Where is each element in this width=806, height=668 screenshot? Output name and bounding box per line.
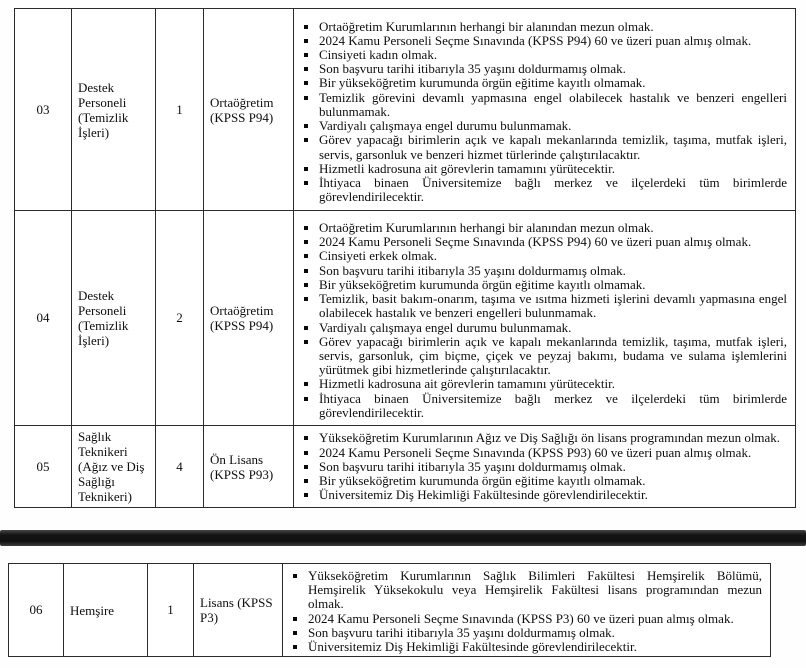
requirements-list xyxy=(291,569,762,654)
bullet-square-icon xyxy=(293,631,297,635)
bullet-square-icon xyxy=(293,574,297,578)
requirement-item xyxy=(302,278,787,292)
requirements-cell xyxy=(283,564,771,657)
requirement-text: Temizlik, basit bakım-onarım, taşıma ve ısıtma hizmeti işlerini devamlı yapmasına engel olabilecek hastalık ve benzeri engelleri bulunmamak. xyxy=(319,291,787,321)
requirement-text: 2024 Kamu Personeli Seçme Sınavında (KPSS P93) 60 ve üzeri puan almış olmak. xyxy=(319,444,752,460)
bullet-square-icon xyxy=(304,138,308,142)
bullet-square-icon xyxy=(304,382,308,386)
row-number-cell: 06 xyxy=(9,564,64,657)
requirement-item xyxy=(302,335,787,378)
bullet-square-icon xyxy=(304,124,308,128)
bullet-square-icon xyxy=(304,283,308,287)
requirement-item xyxy=(302,162,787,176)
requirement-item xyxy=(302,488,787,502)
requirement-item xyxy=(302,221,787,235)
requirement-item xyxy=(302,446,787,460)
table-row xyxy=(15,9,796,211)
bullet-square-icon xyxy=(304,67,308,71)
table-row xyxy=(9,564,771,657)
requirement-item xyxy=(302,176,787,204)
requirement-item xyxy=(291,640,762,654)
requirement-text: Son başvuru tarihi itibarıyla 35 yaşını doldurmamış olmak. xyxy=(319,262,626,278)
requirement-item xyxy=(302,76,787,90)
bullet-square-icon xyxy=(304,493,308,497)
requirement-text: 2024 Kamu Personeli Seçme Sınavında (KPSS P94) 60 ve üzeri puan almış olmak. xyxy=(319,32,752,48)
requirement-text: 2024 Kamu Personeli Seçme Sınavında (KPSS P3) 60 ve üzeri puan almış olmak. xyxy=(308,610,734,626)
requirement-text: İhtiyaca binaen Üniversitemize bağlı merkez ve ilçelerdeki tüm birimlerde görevlendirilecektir. xyxy=(319,390,787,420)
bullet-square-icon xyxy=(304,226,308,230)
bullet-square-icon xyxy=(304,181,308,185)
requirements-cell xyxy=(294,9,796,211)
bullet-square-icon xyxy=(304,451,308,455)
requirement-item xyxy=(291,612,762,626)
requirement-text: Son başvuru tarihi itibarıyla 35 yaşını doldurmamış olmak. xyxy=(319,61,626,77)
positions-table-lower xyxy=(8,563,771,657)
requirement-item xyxy=(302,321,787,335)
bullet-square-icon xyxy=(293,617,297,621)
bullet-square-icon xyxy=(304,269,308,273)
education-cell: Ortaöğretim (KPSS P94) xyxy=(204,9,294,211)
bullet-square-icon xyxy=(304,167,308,171)
requirement-item xyxy=(302,392,787,420)
requirement-text: Bir yükseköğretim kurumunda örgün eğitime kayıtlı olmamak. xyxy=(319,75,646,91)
requirement-item xyxy=(291,626,762,640)
requirement-item xyxy=(302,264,787,278)
table-row xyxy=(15,426,796,508)
requirement-text: 2024 Kamu Personeli Seçme Sınavında (KPSS P94) 60 ve üzeri puan almış olmak. xyxy=(319,234,752,250)
bullet-square-icon xyxy=(304,465,308,469)
requirement-item xyxy=(302,474,787,488)
requirements-list xyxy=(302,20,787,205)
requirement-text: Vardiyalı çalışmaya engel durumu bulunmamak. xyxy=(319,319,572,335)
row-number-cell: 05 xyxy=(15,426,72,508)
requirement-text: Cinsiyeti erkek olmak. xyxy=(319,248,438,264)
requirement-item xyxy=(302,119,787,133)
quota-cell: 2 xyxy=(156,211,204,426)
bullet-square-icon xyxy=(304,326,308,330)
requirements-list xyxy=(302,431,787,502)
requirement-item xyxy=(302,235,787,249)
requirement-item xyxy=(302,91,787,119)
requirement-text: Son başvuru tarihi itibarıyla 35 yaşını doldurmamış olmak. xyxy=(308,624,615,640)
requirement-item xyxy=(302,34,787,48)
bullet-square-icon xyxy=(304,96,308,100)
requirement-item xyxy=(302,249,787,263)
education-cell: Ortaöğretim (KPSS P94) xyxy=(204,211,294,426)
quota-cell: 4 xyxy=(156,426,204,508)
requirement-item xyxy=(302,292,787,320)
requirement-text: Hizmetli kadrosuna ait görevlerin tamamını yürütecektir. xyxy=(319,160,616,176)
row-number-cell: 04 xyxy=(15,211,72,426)
requirement-text: Üniversitemiz Diş Hekimliği Fakültesinde görevlendirilecektir. xyxy=(308,639,637,655)
bullet-square-icon xyxy=(304,39,308,43)
requirement-text: Görev yapacağı birimlerin açık ve kapalı mekanlarında temizlik, taşıma, mutfak işleri, servis, garsonluk, çim biçme, çiçek ve peyzaj bakımı, budama ve sulama işlemlerini yürütmek gibi hizmetlerinde çalıştırılacaktır. xyxy=(319,333,787,378)
bullet-square-icon xyxy=(304,240,308,244)
bullet-square-icon xyxy=(304,340,308,344)
requirements-cell xyxy=(294,426,796,508)
row-number-cell: 03 xyxy=(15,9,72,211)
requirement-text: Son başvuru tarihi itibarıyla 35 yaşını doldurmamış olmak. xyxy=(319,458,626,474)
requirement-text: Cinsiyeti kadın olmak. xyxy=(319,47,438,63)
bullet-square-icon xyxy=(304,436,308,440)
bullet-square-icon xyxy=(304,397,308,401)
requirement-text: Üniversitemiz Diş Hekimliği Fakültesinde görevlendirilecektir. xyxy=(319,487,648,503)
position-title-cell: Destek Personeli (Temizlik İşleri) xyxy=(72,211,156,426)
requirement-item xyxy=(291,569,762,612)
education-cell: Lisans (KPSS P3) xyxy=(194,564,283,657)
bullet-square-icon xyxy=(304,25,308,29)
requirement-item xyxy=(302,20,787,34)
quota-cell: 1 xyxy=(156,9,204,211)
requirement-item xyxy=(302,133,787,161)
bullet-square-icon xyxy=(304,81,308,85)
requirement-text: İhtiyaca binaen Üniversitemize bağlı merkez ve ilçelerdeki tüm birimlerde görevlendirilecektir. xyxy=(319,174,787,205)
requirement-text: Görev yapacağı birimlerin açık ve kapalı mekanlarında temizlik, taşıma, mutfak işleri, servis, garsonluk ve benzeri hizmet türlerinde çalıştırılacaktır. xyxy=(319,132,787,162)
requirements-list xyxy=(302,221,787,420)
education-cell: Ön Lisans (KPSS P93) xyxy=(204,426,294,508)
requirement-text: Ortaöğretim Kurumlarının herhangi bir alanından mezun olmak. xyxy=(319,18,654,34)
requirement-text: Yükseköğretim Kurumlarının Sağlık Bilimleri Fakültesi Hemşirelik Bölümü, Hemşirelik Yüksekokulu veya Hemşirelik Fakültesi lisans programından mezun olmak. xyxy=(308,568,762,612)
section-divider-bar xyxy=(0,530,806,546)
requirement-text: Bir yükseköğretim kurumunda örgün eğitime kayıtlı olmamak. xyxy=(319,276,646,292)
requirement-text: Temizlik görevini devamlı yapmasına engel olabilecek hastalık ve benzeri engelleri bulunmamak. xyxy=(319,89,787,119)
bullet-square-icon xyxy=(304,254,308,258)
quota-cell: 1 xyxy=(148,564,194,657)
table-row xyxy=(15,211,796,426)
bullet-square-icon xyxy=(293,645,297,649)
requirement-item xyxy=(302,460,787,474)
requirement-text: Yükseköğretim Kurumlarının Ağız ve Diş Sağlığı ön lisans programından mezun olmak. xyxy=(319,430,781,446)
position-title-cell: Destek Personeli (Temizlik İşleri) xyxy=(72,9,156,211)
position-title-cell: Hemşire xyxy=(64,564,148,657)
position-title-cell: Sağlık Teknikeri (Ağız ve Diş Sağlığı Teknikeri) xyxy=(72,426,156,508)
requirement-text: Ortaöğretim Kurumlarının herhangi bir alanından mezun olmak. xyxy=(319,220,654,236)
requirement-text: Vardiyalı çalışmaya engel durumu bulunmamak. xyxy=(319,118,572,134)
requirement-text: Hizmetli kadrosuna ait görevlerin tamamını yürütecektir. xyxy=(319,376,616,392)
requirement-item xyxy=(302,48,787,62)
requirement-item xyxy=(302,377,787,391)
bullet-square-icon xyxy=(304,297,308,301)
requirements-cell xyxy=(294,211,796,426)
requirement-item xyxy=(302,62,787,76)
positions-table-upper xyxy=(14,8,796,508)
bullet-square-icon xyxy=(304,53,308,57)
requirement-text: Bir yükseköğretim kurumunda örgün eğitime kayıtlı olmamak. xyxy=(319,473,646,489)
bullet-square-icon xyxy=(304,479,308,483)
requirement-item xyxy=(302,431,787,445)
